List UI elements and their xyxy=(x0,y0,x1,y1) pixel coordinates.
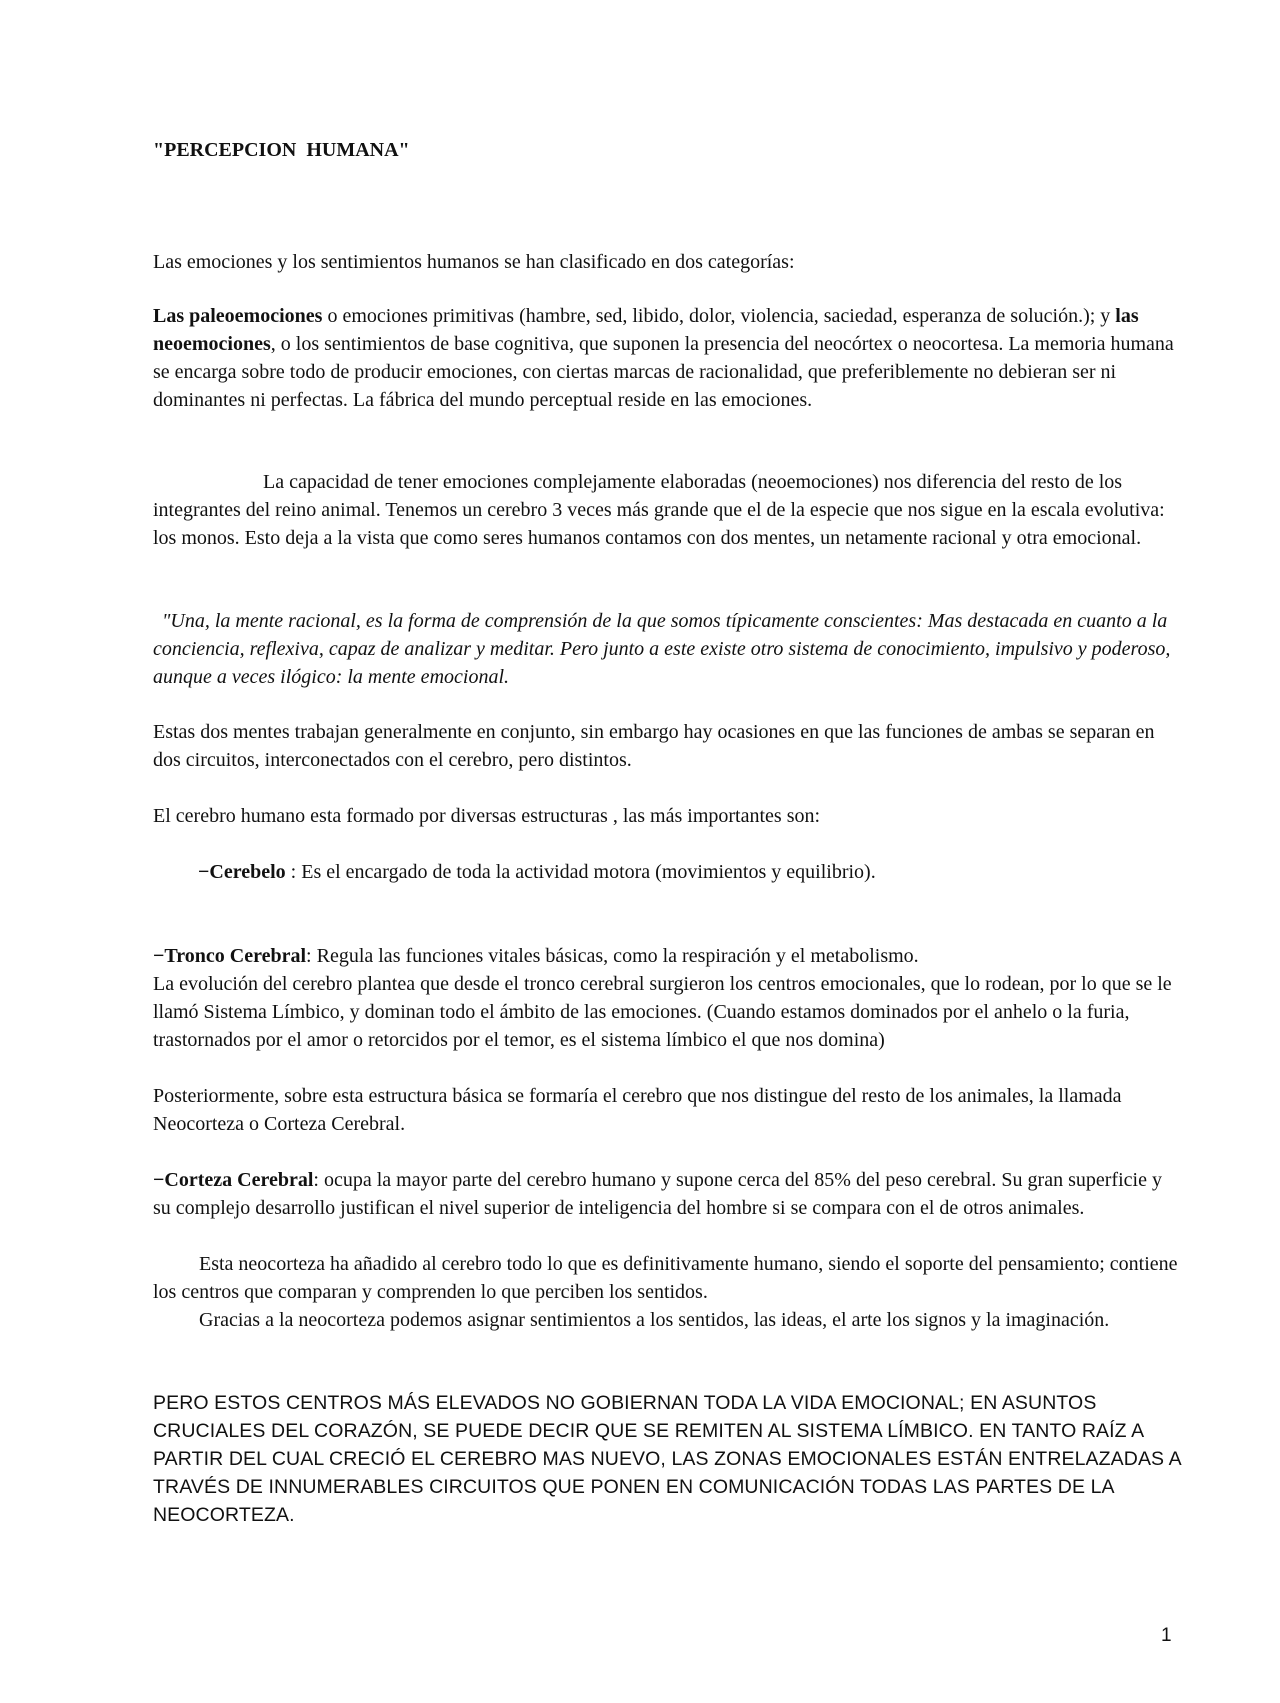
capacity-paragraph: La capacidad de tener emociones complejamente elaboradas (neoemociones) nos diferencia del resto de los integrantes del reino animal. Tenemos un cerebro 3 veces más grande que el de la especie que nos sigue en la escala evolutiva: los monos. Esto deja a la vista que como seres humanos contamos con dos mentes, un netamente racional y otra emocional. xyxy=(153,471,1165,549)
page-title: "PERCEPCION HUMANA" xyxy=(153,139,410,161)
paleoemociones-term: Las paleoemociones xyxy=(153,305,323,327)
cerebelo-item xyxy=(153,858,1183,886)
cerebelo-text: : Es el encargado de toda la actividad motora (movimientos y equilibrio). xyxy=(285,861,876,883)
tronco-text: : Regula las funciones vitales básicas, como la respiración y el metabolismo. xyxy=(306,945,919,967)
tronco-label: −Tronco Cerebral xyxy=(153,945,307,967)
corteza-text: : ocupa la mayor parte del cerebro humano y supone cerca del 85% del peso cerebral. Su gran superficie y su complejo desarrollo justifican el nivel superior de inteligencia del hombre si se compara con el de otros animales. xyxy=(153,1169,1162,1219)
quote-paragraph: "Una, la mente racional, es la forma de comprensión de la que somos típicamente conscientes: Mas destacada en cuanto a la conciencia, reflexiva, capaz de analizar y meditar. Pero junto a este existe otro sistema de conocimiento, impulsivo y poderoso, aunque a veces ilógico: la mente emocional. xyxy=(153,610,1171,688)
corteza-label: −Corteza Cerebral xyxy=(153,1169,314,1191)
paleoemociones-text: o emociones primitivas (hambre, sed, libido, dolor, violencia, saciedad, esperanza de solución.); y xyxy=(322,305,1116,327)
gracias-paragraph: Gracias a la neocorteza podemos asignar sentimientos a los sentidos, las ideas, el arte los signos y la imaginación. xyxy=(199,1309,1110,1331)
cerebelo-label: −Cerebelo xyxy=(198,861,286,883)
neoemociones-term: las neoemociones xyxy=(153,305,1139,355)
neoemociones-text: , o los sentimientos de base cognitiva, que suponen la presencia del neocórtex o neocortesa. La memoria humana se encarga sobre todo de producir emociones, con ciertas marcas de racionalidad, que preferiblemente no debieran ser ni dominantes ni perfectas. La fábrica del mundo perceptual reside en las emociones. xyxy=(153,333,1174,411)
tronco-later-paragraph: Posteriormente, sobre esta estructura básica se formaría el cerebro que nos distingue del resto de los animales, la llamada Neocorteza o Corteza Cerebral. xyxy=(153,1085,1122,1135)
structures-intro: El cerebro humano esta formado por diversas estructuras , las más importantes son: xyxy=(153,805,821,827)
two-minds-paragraph: Estas dos mentes trabajan generalmente en conjunto, sin embargo hay ocasiones en que las funciones de ambas se separan en dos circuitos, interconectados con el cerebro, pero distintos. xyxy=(153,721,1155,771)
neocorteza-paragraph: Esta neocorteza ha añadido al cerebro todo lo que es definitivamente humano, siendo el soporte del pensamiento; contiene los centros que comparan y comprenden lo que perciben los sentidos. xyxy=(153,1253,1178,1303)
caps-paragraph: PERO ESTOS CENTROS MÁS ELEVADOS NO GOBIERNAN TODA LA VIDA EMOCIONAL; EN ASUNTOS CRUCIALES DEL CORAZÓN, SE PUEDE DECIR QUE SE REMITEN AL SISTEMA LÍMBICO. EN TANTO RAÍZ A PARTIR DEL CUAL CRECIÓ EL CEREBRO MAS NUEVO, LAS ZONAS EMOCIONALES ESTÁN ENTRELAZADAS A TRAVÉS DE INNUMERABLES CIRCUITOS QUE PONEN EN COMUNICACIÓN TODAS LAS PARTES DE LA NEOCORTEZA. xyxy=(153,1392,1181,1526)
tronco-evolution-paragraph: La evolución del cerebro plantea que desde el tronco cerebral surgieron los centros emocionales, que lo rodean, por lo que se le llamó Sistema Límbico, y dominan todo el ámbito de las emociones. (Cuando estamos dominados por el anhelo o la furia, trastornados por el amor o retorcidos por el temor, es el sistema límbico el que nos domina) xyxy=(153,973,1172,1051)
emotions-paragraph xyxy=(153,302,1183,414)
intro-paragraph: Las emociones y los sentimientos humanos se han clasificado en dos categorías: xyxy=(153,251,795,273)
page-number: 1 xyxy=(1161,1625,1172,1646)
corteza-item xyxy=(153,1166,1183,1222)
tronco-item xyxy=(153,942,1183,970)
